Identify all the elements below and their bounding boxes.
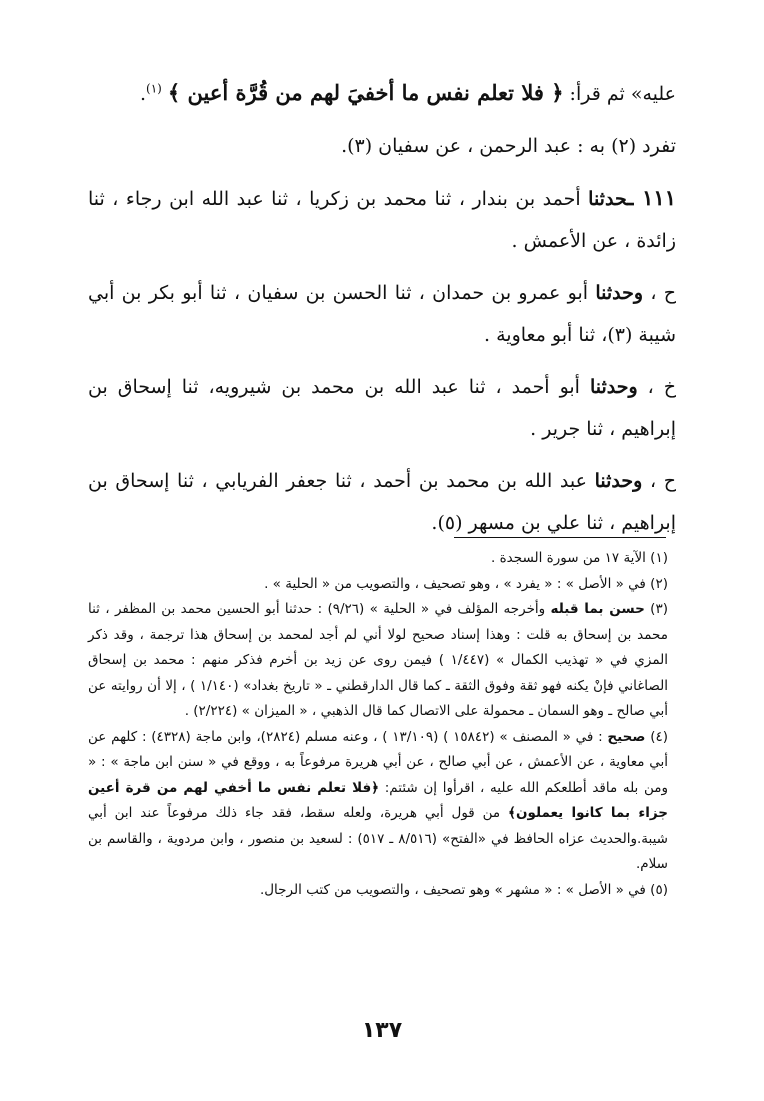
- grading: صحيح: [607, 728, 646, 745]
- chain-3: [88, 366, 676, 450]
- quran-verse: ﴿ فلا تعلم نفس ما أخفيَ لهم من قُرَّة أعين ﴾: [167, 80, 564, 105]
- footnote-text: (٢) في « الأصل » : « يفرد » ، وهو تصحيف ، والتصويب من « الحلية » .: [264, 575, 668, 592]
- grading: حسن بما قبله: [550, 601, 645, 617]
- footnote-text: وأخرجه المؤلف في « الحلية » (٩/٢٦) : حدثنا أبو الحسين محمد بن المظفر ، ثنا محمد بن إسحاق به قلت : وهذا إسناد صحيح لولا أني لم أجد لمحمد بن إسحاق هذا ترجمة ، وقد ذكر المزي في « تهذيب الكمال » (١/٤٤٧ ) فيمن روى عن زيد بن أخرم فذكر منهم : محمد بن إسحاق الصاغاني فإنْ يكنه فهو ثقة وفوق الثقة ـ كما قال الدارقطني ـ « تاريخ بغداد» (١/١٤٠ ) ، إلا أن روايته عن أبي صالح ـ وهو السمان ـ محمولة على الاتصال كما قال الذهبي ، « الميزان » (٢/٢٢٤) .: [88, 601, 668, 719]
- paragraph-quran-recitation: [88, 72, 676, 115]
- footnotes: [88, 546, 668, 903]
- hadith-111: [88, 177, 676, 262]
- chain-text: أبو عمرو بن حمدان ، ثنا الحسن بن سفيان ، ثنا أبو بكر بن أبي شيبة (٣)، ثنا أبو معاوية .: [88, 282, 676, 346]
- footnote-ref[interactable]: (١): [146, 81, 162, 96]
- text-segment: عليه» ثم قرأ:: [563, 83, 676, 105]
- quran-verse: ﴿فلا تعلم نفس ما أخفي لهم من قرة أعين جزاء بما كانوا يعملون﴾: [88, 779, 668, 821]
- chain-2: [88, 272, 676, 356]
- footnote-5: [88, 878, 668, 904]
- chain-text: أحمد بن بندار ، ثنا محمد بن زكريا ، ثنا عبد الله ابن رجاء ، ثنا زائدة ، عن الأعمش .: [88, 188, 676, 252]
- chain-lead: وحدثنا: [594, 470, 643, 492]
- footnote-2: [88, 572, 668, 598]
- footnote-1: [88, 546, 668, 572]
- footnote-divider: [454, 537, 666, 538]
- paragraph-tafarrud: [88, 125, 676, 167]
- footnote-text: من قول أبي هريرة، ولعله سقط، فقد جاء ذلك مرفوعاً عند ابن أبي شيبة.والحديث عزاه الحافظ في «الفتح» (٨/٥١٦ ـ ٥١٧) : لسعيد بن منصور ، وابن مردوية ، والقاسم بن سلام.: [88, 805, 668, 872]
- chain-lead: وحدثنا: [589, 376, 638, 398]
- footnote-number: (٤): [650, 728, 669, 745]
- chain-lead: حدثنا: [588, 188, 628, 210]
- footnote-text: (١) الآية ١٧ من سورة السجدة .: [491, 550, 668, 566]
- footnote-text: (٥) في « الأصل » : « مشهر » وهو تصحيف ، والتصويب من كتب الرجال.: [259, 881, 668, 898]
- footnote-number: (٣): [650, 601, 668, 617]
- chain-text: عبد الله بن محمد بن أحمد ، ثنا جعفر الفريابي ، ثنا إسحاق بن إبراهيم ، ثنا علي بن مسهر (٥).: [88, 470, 676, 534]
- footnote-4: [88, 725, 668, 878]
- chain-marker: خ ،: [647, 376, 677, 398]
- chain-text: أبو أحمد ، ثنا عبد الله بن محمد بن شيرويه، ثنا إسحاق بن إبراهيم ، ثنا جرير .: [88, 376, 676, 440]
- text-segment: .: [139, 83, 146, 105]
- chain-lead: وحدثنا: [595, 282, 644, 304]
- chain-4: [88, 460, 676, 544]
- text-segment: تفرد (٢) به : عبد الرحمن ، عن سفيان (٣).: [341, 135, 676, 157]
- chain-marker: ح ،: [650, 282, 677, 304]
- footnote-text: : في « المصنف » (١٥٨٤٢ ) (١٣/١٠٩ ) ، وعنه مسلم (٢٨٢٤)، وابن ماجة (٤٣٢٨) : كلهم عن أبي معاوية ، عن الأعمش ، عن أبي صالح ، عن أبي هريرة مرفوعاً به ، ووقع في « سنن ابن ماجة » : « ومن بله ماقد أطلعكم الله عليه ، اقرأوا إن شئتم:: [88, 728, 668, 796]
- chain-marker: ح ،: [649, 470, 676, 492]
- page-number: ١٣٧: [361, 1018, 403, 1043]
- main-text: [88, 72, 676, 554]
- footnote-3: [88, 597, 668, 725]
- hadith-number: ١١١ ـ: [627, 185, 676, 210]
